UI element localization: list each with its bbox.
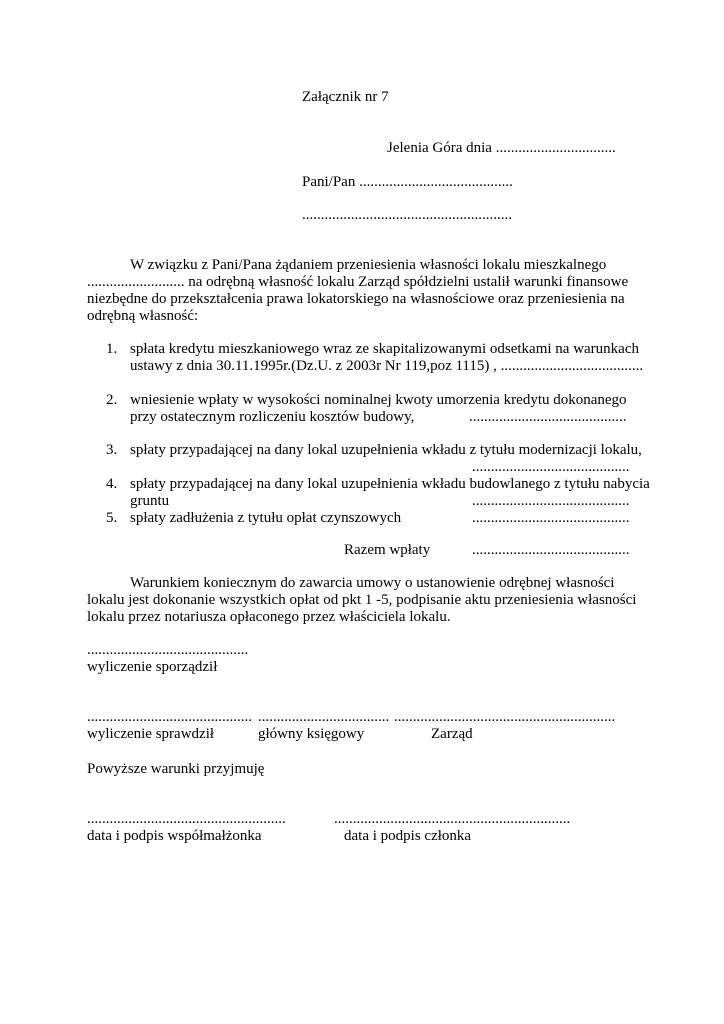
spouse-label: data i podpis współmałżonka <box>87 828 262 844</box>
item-number: 2. <box>106 392 118 408</box>
item-1-line-1: spłata kredytu mieszkaniowego wraz ze skapitalizowanymi odsetkami na warunkach <box>130 341 639 357</box>
condition-line-1: Warunkiem koniecznym do zawarcia umowy o ustanowienie odrębnej własności <box>130 575 615 591</box>
item-4-line-1: spłaty przypadającej na dany lokal uzupełnienia wkładu budowlanego z tytułu nabycia <box>130 476 650 492</box>
intro-line-3: niezbędne do przekształcenia prawa lokatorskiego na własnościowe oraz przeniesienia na <box>87 291 625 307</box>
prepared-signature-dots: ........................................... <box>87 642 249 658</box>
board-signature-dots: ........................................................... <box>394 709 616 725</box>
item-2-amount-dots: .......................................... <box>469 409 627 425</box>
intro-line-4: odrębną własność: <box>87 308 199 324</box>
total-label: Razem wpłaty <box>344 542 431 558</box>
item-number: 4. <box>106 476 118 492</box>
member-signature-dots: ............................................................... <box>334 811 571 827</box>
addressee-line: Pani/Pan ......................................... <box>302 174 513 190</box>
item-4-line-2: gruntu <box>130 493 170 509</box>
attachment-title: Załącznik nr 7 <box>302 89 389 105</box>
item-5-amount-dots: .......................................... <box>472 510 630 526</box>
checked-label: wyliczenie sprawdził <box>87 726 215 742</box>
place-date-line: Jelenia Góra dnia ................................ <box>387 140 616 156</box>
condition-line-2: lokalu jest dokonanie wszystkich opłat od pkt 1 -5, podpisanie aktu przeniesienia własności <box>87 592 637 608</box>
total-amount-dots: .......................................... <box>472 542 630 558</box>
item-number: 3. <box>106 442 118 458</box>
accountant-signature-dots: ................................... <box>258 709 390 725</box>
item-3-line-1: spłaty przypadającej na dany lokal uzupełnienia wkładu z tytułu modernizacji lokalu, <box>130 442 642 458</box>
accountant-label: główny księgowy <box>258 726 365 742</box>
member-label: data i podpis członka <box>344 828 472 844</box>
acceptance-text: Powyższe warunki przyjmuję <box>87 761 265 777</box>
item-4-amount-dots: .......................................... <box>472 493 630 509</box>
checked-signature-dots: ............................................ <box>87 709 252 725</box>
item-1-line-2: ustawy z dnia 30.11.1995r.(Dz.U. z 2003r Nr 119,poz 1115) , ...................................... <box>130 358 644 374</box>
intro-line-1: W związku z Pani/Pana żądaniem przeniesienia własności lokalu mieszkalnego <box>130 257 607 273</box>
item-5-line-1: spłaty zadłużenia z tytułu opłat czynszowych <box>130 510 402 526</box>
item-number: 1. <box>106 341 118 357</box>
item-2-line-2: przy ostatecznym rozliczeniu kosztów budowy, <box>130 409 415 425</box>
item-2-line-1: wniesienie wpłaty w wysokości nominalnej kwoty umorzenia kredytu dokonanego <box>130 392 627 408</box>
condition-line-3: lokalu przez notariusza opłaconego przez właściciela lokalu. <box>87 609 451 625</box>
addressee-line-2: ........................................................ <box>302 207 512 223</box>
item-3-amount-dots: .......................................... <box>472 459 630 475</box>
spouse-signature-dots: ..................................................... <box>87 811 286 827</box>
intro-line-2: .......................... na odrębną własność lokalu Zarząd spółdzielni ustalił warunki finansowe <box>87 274 629 290</box>
item-number: 5. <box>106 510 118 526</box>
prepared-label: wyliczenie sporządził <box>87 659 218 675</box>
board-label: Zarząd <box>431 726 473 742</box>
